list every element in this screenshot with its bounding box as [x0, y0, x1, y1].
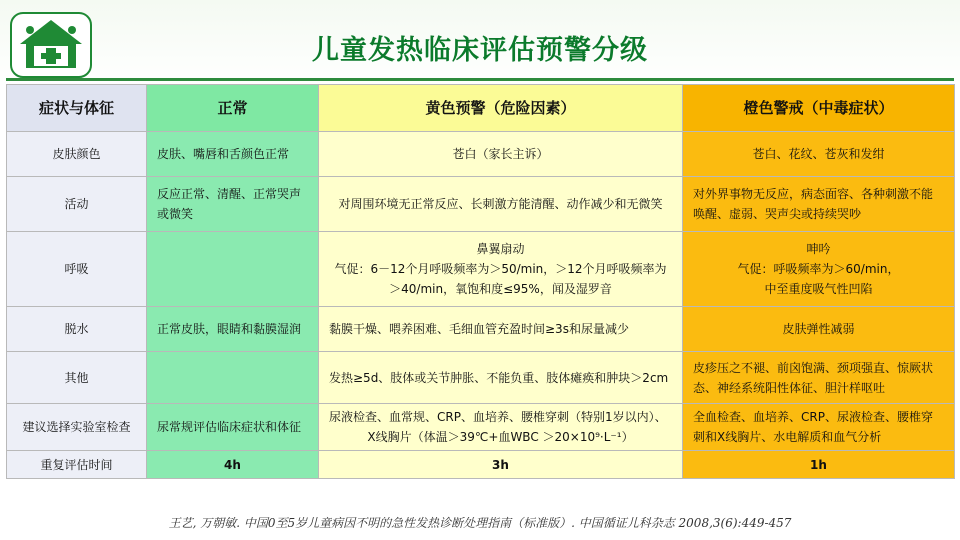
cell-lab-orange: 全血检查、血培养、CRP、尿液检查、腰椎穿刺和X线胸片、水电解质和血气分析	[683, 404, 955, 451]
cell-skin-yellow: 苍白（家长主诉）	[319, 132, 683, 177]
cell-dehydration-orange: 皮肤弹性减弱	[683, 307, 955, 352]
row-label-skin: 皮肤颜色	[7, 132, 147, 177]
table-row	[7, 451, 955, 479]
table-row	[7, 132, 955, 177]
cell-other-orange: 皮疹压之不褪、前囟饱满、颈项强直、惊厥状态、神经系统阳性体征、胆汁样呕吐	[683, 352, 955, 404]
lab-yellow-line-2: X线胸片（体温＞39℃+血WBC ＞20×10⁹·L⁻¹）	[367, 430, 634, 444]
row-label-activity: 活动	[7, 177, 147, 232]
row-label-other: 其他	[7, 352, 147, 404]
row-label-dehydration: 脱水	[7, 307, 147, 352]
header-symptom: 症状与体征	[7, 85, 147, 132]
table-row	[7, 404, 955, 451]
header-normal: 正常	[147, 85, 319, 132]
breathing-orange-line-1: 呻吟	[806, 242, 831, 256]
cell-dehydration-yellow: 黏膜干燥、喂养困难、毛细血管充盈时间≥3s和尿量减少	[319, 307, 683, 352]
reference-citation: 王艺, 万朝敏. 中国0至5岁儿童病因不明的急性发热诊断处理指南（标准版）. 中国循证儿科杂志 2008,3(6):449-457	[168, 516, 792, 530]
breathing-yellow-line-2: 气促：6－12个月呼吸频率为＞50/min，＞12个月呼吸频率为＞40/min，氧饱和度≤95%，闻及湿罗音	[334, 262, 667, 296]
cell-reassess-orange: 1h	[683, 451, 955, 479]
fever-assessment-table	[6, 84, 955, 479]
cell-breathing-orange	[683, 232, 955, 307]
cell-other-normal	[147, 352, 319, 404]
title-underline	[6, 78, 954, 81]
breathing-orange-line-3: 中至重度吸气性凹陷	[764, 282, 873, 296]
table-row	[7, 307, 955, 352]
cell-breathing-normal	[147, 232, 319, 307]
lab-yellow-line-1: 尿液检查、血常规、CRP、血培养、腰椎穿刺（特别1岁以内）、	[329, 410, 667, 424]
cell-lab-normal: 尿常规评估临床症状和体征	[147, 404, 319, 451]
cell-skin-normal: 皮肤、嘴唇和舌颜色正常	[147, 132, 319, 177]
row-label-breathing: 呼吸	[7, 232, 147, 307]
table-header-row	[7, 85, 955, 132]
cell-activity-normal: 反应正常、清醒、正常哭声或微笑	[147, 177, 319, 232]
cell-reassess-yellow: 3h	[319, 451, 683, 479]
table-row	[7, 177, 955, 232]
breathing-orange-line-2: 气促：呼吸频率为＞60/min，	[737, 262, 900, 276]
cell-activity-yellow: 对周围环境无正常反应、长刺激方能清醒、动作减少和无微笑	[319, 177, 683, 232]
page-title: 儿童发热临床评估预警分级	[312, 35, 648, 66]
table-row	[7, 352, 955, 404]
breathing-yellow-line-1: 鼻翼扇动	[476, 242, 525, 256]
cell-activity-orange: 对外界事物无反应，病态面容、各种刺激不能唤醒、虚弱、哭声尖或持续哭吵	[683, 177, 955, 232]
cell-dehydration-normal: 正常皮肤，眼睛和黏膜湿润	[147, 307, 319, 352]
table-row	[7, 232, 955, 307]
row-label-reassess: 重复评估时间	[7, 451, 147, 479]
header-yellow-warning: 黄色预警（危险因素）	[319, 85, 683, 132]
header-bar	[0, 0, 960, 84]
cell-lab-yellow	[319, 404, 683, 451]
cell-skin-orange: 苍白、花纹、苍灰和发绀	[683, 132, 955, 177]
cell-breathing-yellow	[319, 232, 683, 307]
row-label-lab: 建议选择实验室检查	[7, 404, 147, 451]
cell-reassess-normal: 4h	[147, 451, 319, 479]
cell-other-yellow: 发热≥5d、肢体或关节肿胀、不能负重、肢体瘫痪和肿块＞2cm	[319, 352, 683, 404]
header-orange-alert: 橙色警戒（中毒症状）	[683, 85, 955, 132]
